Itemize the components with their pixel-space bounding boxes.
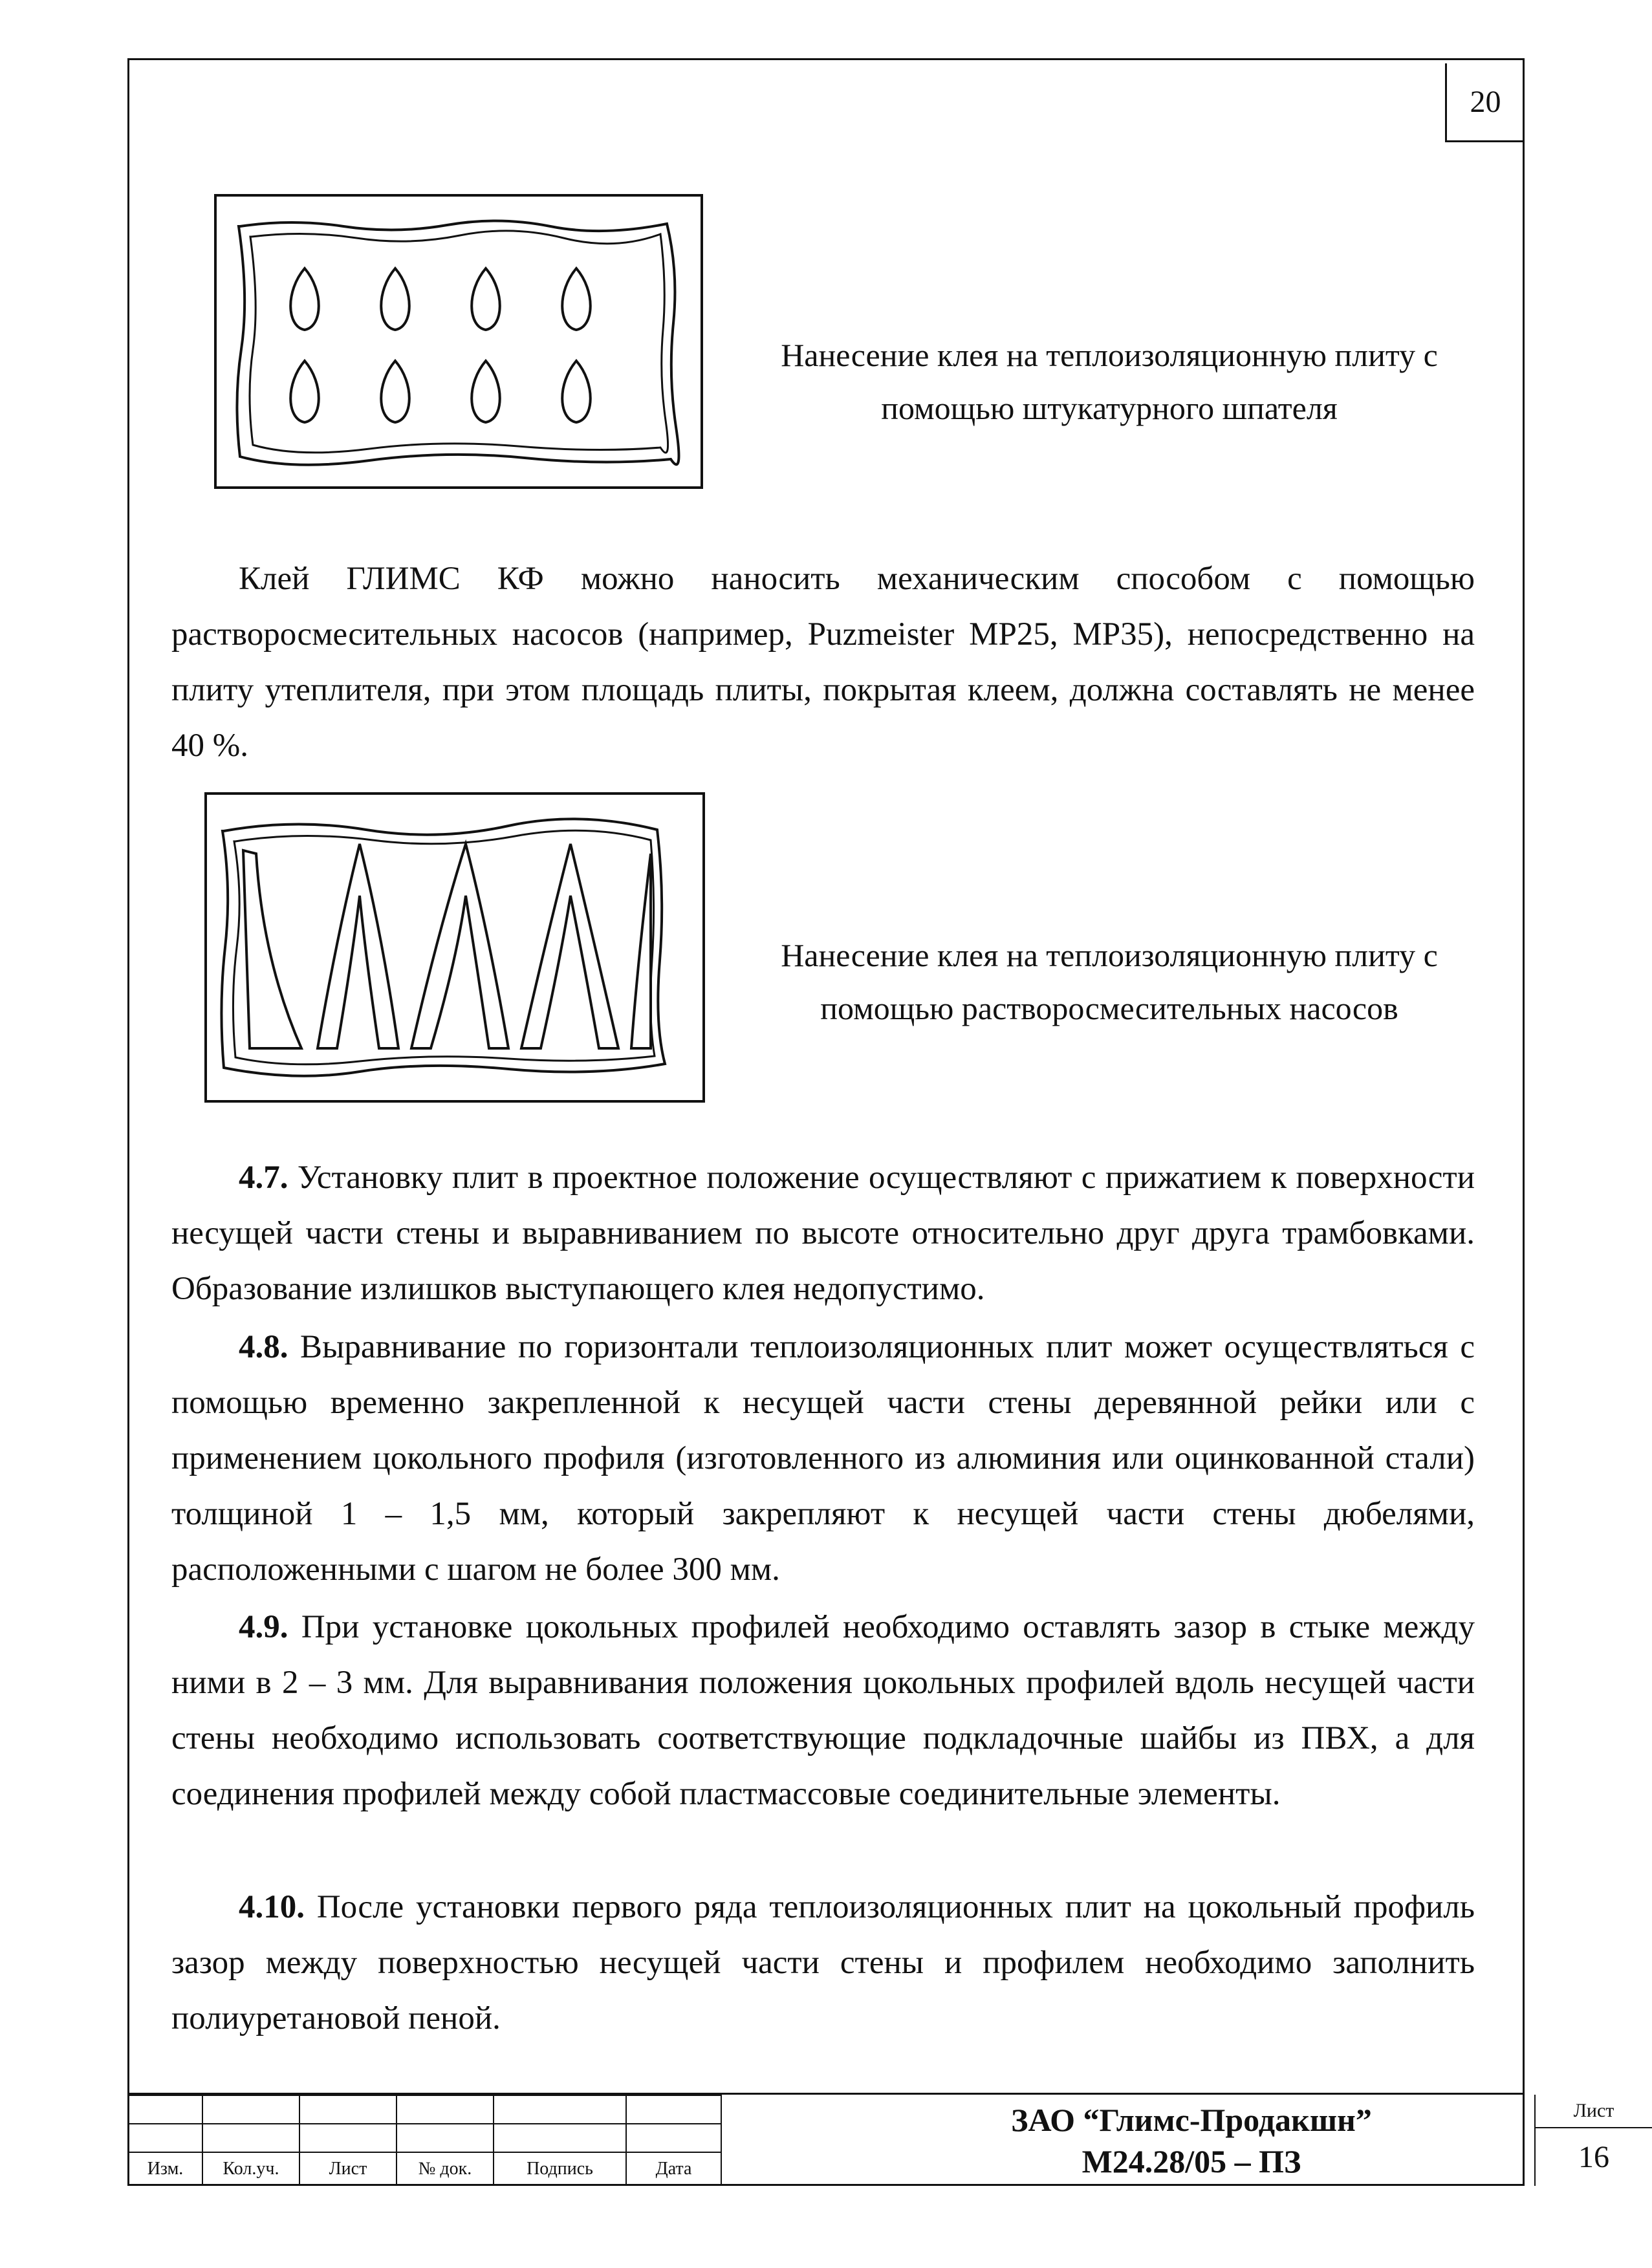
section-4-10-number: 4.10. <box>239 1889 305 1925</box>
section-4-7 <box>171 1150 1475 1317</box>
figure2-caption <box>747 929 1472 1035</box>
section-4-8-number: 4.8. <box>239 1329 288 1365</box>
sheet-number: 16 <box>1578 2139 1609 2174</box>
figure-pump-drawing <box>204 792 705 1103</box>
sheet-label: Лист <box>1536 2095 1652 2128</box>
revision-table <box>127 2095 722 2186</box>
organization-name: ЗАО “Глимс-Продакшн” <box>1011 2101 1372 2138</box>
section-4-9-number: 4.9. <box>239 1609 288 1645</box>
col-doc-no: № док. <box>397 2152 494 2185</box>
col-date: Дата <box>626 2152 721 2185</box>
sheet-block <box>1534 2095 1652 2186</box>
intro-paragraph: Клей ГЛИМС КФ можно наносить механическим способом с помощью растворосмесительных насосов (например, Puzmeister MP25, MP35), непосредственно на плиту утеплителя, при этом площадь плиты, покрытая клеем, должна составлять не менее 40 %. <box>171 561 1475 764</box>
section-4-8-text: Выравнивание по горизонтали теплоизоляционных плит может осуществляться с помощью временно закрепленной к несущей части стены деревянной рейки или с применением цокольного профиля (изготовленного из алюминия или оцинкованной стали) толщиной 1 – 1,5 мм, который закрепляют к несущей части стены дюбелями, расположенными с шагом не более 300 мм. <box>171 1329 1475 1588</box>
col-signature: Подпись <box>494 2152 626 2185</box>
title-block <box>127 2093 1614 2186</box>
figure-pump-application <box>204 792 705 1103</box>
section-4-9-text: При установке цокольных профилей необходимо оставлять зазор в стыке между ними в 2 – 3 мм. Для выравнивания положения цокольных профилей вдоль несущей части стены необходимо использовать соответствующие подкладочные шайбы из ПВХ, а для соединения профилей между собой пластмассовые соединительные элементы. <box>171 1609 1475 1812</box>
document-code: М24.28/05 – ПЗ <box>1081 2143 1301 2179</box>
figure2-caption-line1: Нанесение клея на теплоизоляционную плиту с <box>781 937 1438 973</box>
section-4-7-number: 4.7. <box>239 1160 288 1196</box>
section-4-10-text: После установки первого ряда теплоизоляционных плит на цокольный профиль зазор между поверхностью несущей части стены и профилем необходимо заполнить полиуретановой пеной. <box>171 1889 1475 2036</box>
section-4-9 <box>171 1599 1475 1822</box>
figure-spatula-drawing <box>214 194 703 489</box>
organization-block <box>849 2095 1534 2186</box>
figure1-caption <box>747 329 1472 435</box>
col-list: Лист <box>299 2152 397 2185</box>
section-4-8 <box>171 1319 1475 1597</box>
page-number: 20 <box>1445 63 1524 142</box>
figure2-caption-line2: помощью растворосмесительных насосов <box>820 990 1398 1026</box>
figure1-caption-line1: Нанесение клея на теплоизоляционную плиту с <box>781 337 1438 373</box>
section-4-10 <box>171 1879 1475 2046</box>
section-4-7-text: Установку плит в проектное положение осуществляют с прижатием к поверхности несущей части стены и выравниванием по высоте относительно друг друга трамбовками. Образование излишков выступающего клея недопустимо. <box>171 1160 1475 1307</box>
figure-spatula-application <box>214 194 703 489</box>
col-kol-uch: Кол.уч. <box>202 2152 299 2185</box>
col-izm: Изм. <box>128 2152 202 2185</box>
figure1-caption-line2: помощью штукатурного шпателя <box>881 390 1338 426</box>
